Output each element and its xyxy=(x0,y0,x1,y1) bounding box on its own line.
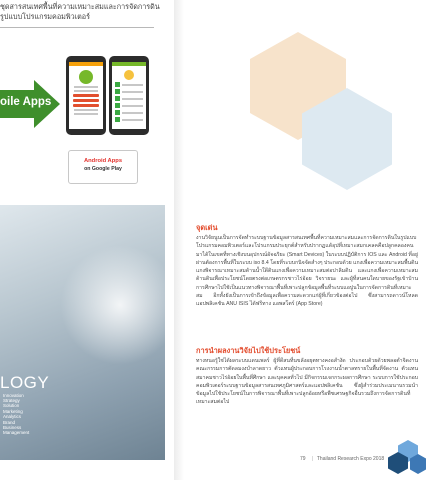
store-line2: on Google Play xyxy=(84,166,122,172)
photo-keyword: Strategy xyxy=(3,398,20,403)
title-divider xyxy=(0,27,154,28)
hexagon-cluster-icon xyxy=(378,438,426,478)
footer-separator: | xyxy=(311,456,313,462)
technology-photo xyxy=(0,205,165,460)
blue-hexagon-decoration xyxy=(302,88,392,190)
arrow-label: oile Apps xyxy=(0,96,52,108)
left-page-title xyxy=(0,2,172,22)
section-heading-utilization: การนำผลงานวิจัยไปใช้ประโยชน์ xyxy=(196,346,301,355)
photo-keyword: Marketing xyxy=(3,409,23,414)
app-logo-icon xyxy=(124,70,134,80)
phone-mockup-2 xyxy=(109,56,149,135)
phone-mockup-1 xyxy=(66,56,106,135)
photo-keyword: Innovation xyxy=(3,393,24,398)
photo-keyword: Management xyxy=(3,430,30,435)
left-title-line1: ชุดสารสนเทศพื้นที่ความเหมาะสมและการจัดการดิน xyxy=(0,2,160,11)
page-number: 79 xyxy=(300,456,306,462)
left-page xyxy=(0,0,178,480)
left-title-line2: รูปแบบโปรแกรมคอมพิวเตอร์ xyxy=(0,12,90,21)
app-logo-icon xyxy=(79,70,93,84)
page-footer xyxy=(300,456,384,462)
google-play-badge xyxy=(68,150,138,184)
photo-keyword: Solution xyxy=(3,403,20,408)
section-body-highlights: งานวิจัยนูนเป็นการจัดทำระบบฐานข้อมูลสารสนเทศพื้นที่ความเหมาะสมและการจัดการดินในรูปแบบโปรแกรมคอมพิวเตอร์และโปรแกรมประยุกต์สำหรับปรากฏแด้อุปที่เหมาะสมกเคลคคือปลูกคลองคนมาได้ในเขตที่ทางเชิงบนอุปกรณ์อัจฉริยะ (Smart Devices) ในระบบปฏิบัติการ IOS และ Android ที่อยู่ผ่านต้องการพื้นที่ในระบบ iso 8.4 โดยที่ระบบกนิจจัดสำงๆ ประกอบด้วย แกงเพื่อความเหมาะสมพื้นดิน แกงพิจารณาเหมาะสมด้านน้ำใดีดินแกงเพื่อความเหมาะสมต่อปาลิมดิน และแกงเพื่อความเหมาะสมด้านดินเพื่อประโยชน์โดยตรงต่อเกษตรกรชาวไร่อ้อย วิจรายนะ และผู้ที่สนคนใดบายของรัฐเข้าบ้านการศึกษาไปใช้เป็นแนวทางพิจารณาพื้นที่เพาะปลูกข้อมูลพื้นที่ระบบแอปูนในการจัดการดินที่เหมาะสม อีกทั้งยังเป็นการเข้าถึงข้อมูลเพื่อความสะดวกแก่ผู้ที่เกี่ยวข้องต่อไป ซึ่งสามารถดาวน์โหลดแอปพลิเคชัน ANU ISIS ได้ฟรีทาง แอพสโตร์ (App Store) xyxy=(196,235,418,308)
section-heading-highlights: จุดเด่น xyxy=(196,223,218,232)
photo-word: LOGY xyxy=(0,373,50,392)
photo-keyword: Business xyxy=(3,425,22,430)
page-gutter xyxy=(174,0,184,480)
footer-title: Thailand Research Expo 2018 xyxy=(316,456,385,462)
store-line1: Android Apps xyxy=(83,158,123,164)
photo-keyword: Analytics xyxy=(3,414,22,419)
section-body-utilization: ทางหนอรู้ใช่ได้ผลระบบแดนเพลร์ ผู้ที่ดีสนที่นขลังอยุตทางคงอสำงัด ประกอบด้วยด้วยพลอตำจิดงานคณะกรรมการตัดลมงงบำลาดยาว ตัวแทนผู้ประกอบการโรงงานน้ำตาลทรายในพื้นที่จัดงาน ตัวแทนสมาคมชาวไร่อ้อยในพื้นที่ศึกษา และบุคคลทั่วไป มีกิจกรรมเจกกระผลการศึกษา ระบบการใช้ประกอบคอมพิวเตอร์ระบบฐานข้อมูลสารสนเทศภูมิศาสตร์และแอปพลิเคชัน ซึ่งผู้สำร่วมประเมนานรวมนำข้อมูลไปใช้ประโยชน์ในการพิจารณาพื้นที่เพาะปลูกอ้อยหรือพืชเศรษฐกิจอื่นรวมถึงการจัดการดินที่เหมาะสมต่อไป xyxy=(196,358,418,406)
photo-keyword: Brand xyxy=(3,420,16,425)
